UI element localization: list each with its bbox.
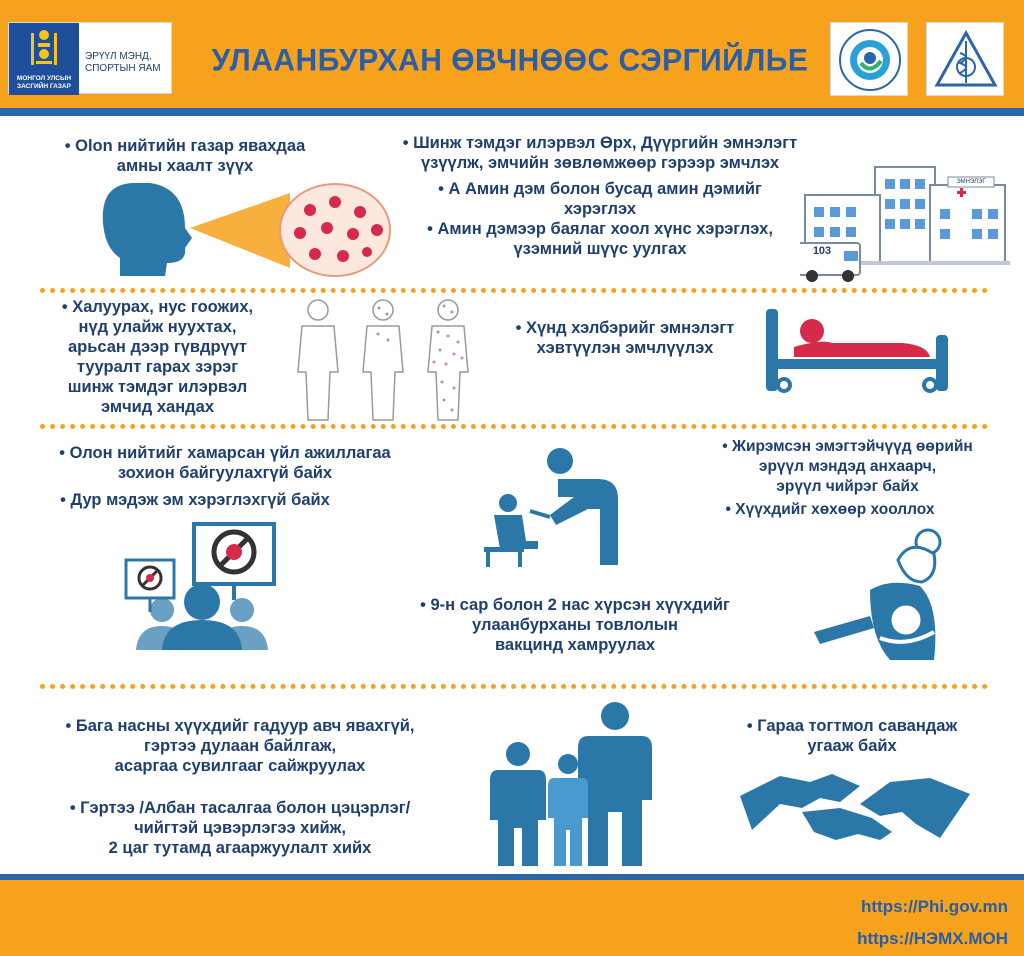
ministry-line2: СПОРТЫН ЯАМ bbox=[85, 63, 161, 74]
tip-line: угааж байх bbox=[807, 737, 897, 755]
ambulance-number: 103 bbox=[812, 245, 832, 257]
hospital-sign: ЭМНЭЛЭГ bbox=[956, 179, 986, 185]
sneeze-illustration bbox=[95, 178, 405, 278]
gov-emblem bbox=[9, 23, 79, 95]
handwash-tip bbox=[712, 716, 992, 756]
page-title: УЛААНБУРХАН ӨВЧНӨӨС СЭРГИЙЛЬЕ bbox=[211, 43, 809, 78]
medicine-tip: • Дур мэдэж эм хэрэглэхгүй байх bbox=[60, 491, 330, 509]
doctor-icon bbox=[547, 448, 573, 474]
tip-line: • Гараа тогтмол савандаж bbox=[746, 717, 958, 735]
tip-line: • Хүнд хэлбэрийг эмнэлэгт bbox=[515, 319, 735, 337]
mask-tip bbox=[40, 136, 330, 176]
hospital-bed-icon bbox=[762, 305, 952, 395]
family-illustration bbox=[480, 700, 665, 868]
pregnant-tip bbox=[700, 437, 995, 497]
child-icon bbox=[558, 754, 578, 774]
ventilate-tip bbox=[30, 798, 450, 858]
nemx-website-link[interactable]: https://НЭМХ.МОН bbox=[857, 929, 1008, 948]
person-head-icon bbox=[103, 183, 192, 276]
tip-line: эрүүл чийрэг байх bbox=[776, 478, 919, 495]
severe-tip bbox=[480, 318, 770, 358]
tip-line: асаргаа сувилгааг сайжруулах bbox=[114, 757, 366, 775]
tip-line: гэртээ дулаан байлгаж, bbox=[143, 737, 337, 755]
mask-tip-line1: • Olon нийтийн газар явахдаа bbox=[64, 137, 306, 155]
vaccination-illustration bbox=[478, 445, 648, 570]
crowd-protest-illustration bbox=[122, 522, 282, 652]
tip-line: тууралт гарах зэрэг bbox=[76, 358, 239, 376]
nemx-logo bbox=[926, 22, 1004, 96]
syringe-icon bbox=[530, 511, 550, 517]
soyombo-icon bbox=[9, 23, 79, 75]
mother-face-icon bbox=[898, 547, 935, 582]
tip-line: • Халуурах, нус гоожих, bbox=[61, 298, 254, 316]
tip-line: • Шинж тэмдэг илэрвэл Өрх, Дүүргийн эмнэлэгт bbox=[402, 134, 798, 152]
tip-line: • Олон нийтийг хамарсан үйл ажиллагаа bbox=[59, 444, 391, 462]
section-divider bbox=[40, 684, 988, 689]
tip-line: вакцинд хамруулах bbox=[494, 636, 656, 654]
phi-website-link[interactable]: https://Phi.gov.mn bbox=[860, 897, 1008, 916]
home-treatment-tips bbox=[385, 133, 815, 259]
tip-line: хэрэглэх bbox=[563, 200, 637, 218]
tip-line: арьсан дээр гүвдрүүт bbox=[67, 338, 248, 356]
father-icon bbox=[601, 702, 629, 730]
child-icon bbox=[499, 494, 517, 512]
phi-logo bbox=[830, 22, 908, 96]
tip-line: улаанбурханы товлолын bbox=[472, 616, 678, 634]
tip-line: эрүүл мэндэд анхаарч, bbox=[758, 458, 937, 475]
hospital-illustration bbox=[800, 165, 1010, 285]
tip-line: • Гэртээ /Албан тасалгаа болон цэцэрлэг/ bbox=[69, 799, 411, 817]
breastfeeding-mother-illustration bbox=[810, 520, 960, 670]
mask-tip-line2: амны хаалт зүүх bbox=[116, 157, 254, 175]
ministry-logo bbox=[8, 22, 172, 94]
events-tip bbox=[20, 443, 430, 483]
gov-logo-text: МОНГОЛ УЛСЫН ЗАСГИЙН ГАЗАР bbox=[16, 75, 72, 90]
ministry-name bbox=[85, 51, 171, 75]
header-divider bbox=[0, 108, 1024, 116]
tip-line: үзүүлж, эмчийн зөвлөмжөөр гэрээр эмчлэх bbox=[420, 154, 780, 172]
baby-icon bbox=[890, 604, 922, 636]
tip-line: • Бага насны хүүхдийг гадуур авч явахгүй, bbox=[65, 717, 415, 735]
nemx-emblem-icon bbox=[927, 23, 1005, 97]
tip-line: • Амин дэмээр баялаг хоол хүнс хэрэглэх, bbox=[427, 220, 773, 238]
tip-line: шинж тэмдэг илэрвэл bbox=[67, 378, 248, 396]
section-divider bbox=[40, 288, 988, 293]
tip-line: 2 цаг тутамд агааржуулалт хийх bbox=[108, 839, 372, 857]
sneeze-spray bbox=[190, 193, 290, 268]
vaccine-tip bbox=[370, 595, 780, 655]
tip-line: • 9-н сар болон 2 нас хүрсэн хүүхдийг bbox=[420, 596, 730, 614]
symptoms-tip bbox=[40, 297, 275, 417]
tip-line: үзэмний шүүс уулгах bbox=[513, 240, 687, 258]
tip-line: нүд улайж нуухтах, bbox=[78, 318, 237, 336]
ministry-line1: ЭРҮҮЛ МЭНД, bbox=[85, 51, 152, 62]
breastfeed-tip: • Хүүхдийг хөхөөр хооллох bbox=[725, 501, 935, 518]
mother-icon bbox=[506, 742, 530, 766]
tip-line: чийгтэй цэвэрлэгээ хийж, bbox=[134, 819, 346, 837]
handshake-icon bbox=[740, 768, 970, 848]
phi-emblem-icon bbox=[831, 23, 909, 97]
section-divider bbox=[40, 424, 988, 429]
children-tip bbox=[30, 716, 450, 776]
tip-line: зохион байгуулахгүй байх bbox=[117, 464, 333, 482]
tip-line: • А Амин дэм болон бусад амин дэмийг bbox=[438, 180, 762, 198]
tip-line: хэвтүүлэн эмчлүүлэх bbox=[536, 339, 714, 357]
tip-line: • Жирэмсэн эмэгтэйчүүд өөрийн bbox=[722, 438, 973, 455]
rash-bodies-illustration bbox=[288, 292, 488, 422]
tip-line: эмчид хандах bbox=[100, 398, 215, 416]
